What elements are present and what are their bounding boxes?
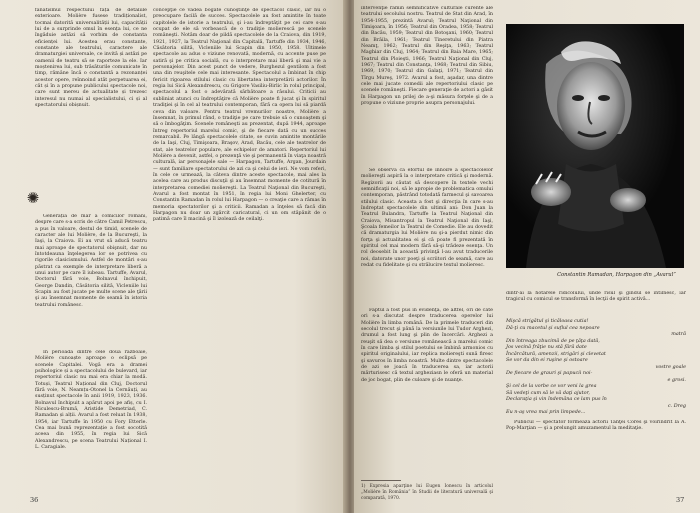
page-number-right: 37 [676, 496, 685, 504]
verse-line: Din întreaga zbucimă de pe ţâţa dată, [506, 337, 600, 344]
verse-line: Dă-ţi cu macetul şi suflul cea nepoare [506, 324, 600, 331]
footnote: 1) Expresia aparţine lui Eugen Ionescu în articolul „Molière în România” în Studii de literatură universală şi comparată, 1970. [361, 484, 493, 501]
left-column-1-top [35, 8, 147, 178]
verse-line: De fiecare de grauri şi papucii noi- [506, 370, 593, 376]
paragraph: Publicul — spectator formează actorii Tanţei Cores şi voirindrit la A. Pop-Marţian — şi a prelungit amuzamentul la meditaţie. [506, 420, 686, 432]
verse-line: e grosi. [667, 376, 686, 383]
right-column-2-top [506, 291, 686, 315]
verse-line: Să vedeţi cum să le vă daţi ajutor, [506, 389, 590, 396]
paragraph: concepţie ce vădea bogate cunoştinţe de spectacol clasic, iar nu o preocupare facilă de succes. Spectacolele au fost amintite în toate capitolele de istorie a teatrului, şi i-au îndreptăţit pe cei care s-au ocupat de ele să vorbească de o tradiţie molierescă pe scenele româneşti. Notăm doar de pildă spectacolele de la Craiova, din 1919, 1921, 1927, la Teatrul Naţional din Capitală, Tartuffe din 1934, 1946, Căsătoria silită, Vicleniile lui Scapin din 1950, 1958. Ultimele spectacole au adus o viziune renovată, modernă, cu accente puse pe satiră şi pe critica socială, cu o interpretare mai liberă şi mai vie a personajelor. Din acest punct de vedere, Burghezul gentilom a fost una din reuşitele cele mai interesante. Spectacolul a îmbinat în chip fericit rigoarea stilului clasic cu libertatea interpretării actorilor. În regia lui Sică Alexandrescu, cu Grigore Vasiliu-Birlic în rolul principal, spectacolul a fost o adevărată sărbătoare a râsului. Criticii au subliniat atunci cu îndreptăţire că Molière poate fi jucat şi în spiritul tradiţiei şi în cel al teatrului contemporan, fără ca opera lui să piardă ceva din valoare. Pentru teatrul vremurilor noastre, Molière a însemnat, în primul rând, o tradiţie pe care trebuie să o cunoaştem şi să o îmbogăţim. Scenele româneşti au prezentat, după 1944, aproape întreg repertoriul marelui comic, şi de fiecare dată cu un succes remarcabil. Pe lângă spectacolele citate, se cuvin amintite montările de la Iaşi, Cluj, Timişoara, Braşov, Arad, Bacău, cele ale teatrelor de stat, ale teatrelor populare, ale echipelor de amatori. Repertoriul lui Molière a devenit, astfel, o prezenţă vie şi permanentă în viaţa noastră culturală, iar personajele sale — Harpagon, Tartuffe, Argan, Jourdain — sunt familiare spectatorului de azi ca şi celui de ieri. Ne vom referi, în cele ce urmează, la câteva dintre aceste spectacole, mai ales la acelea care au produs discuţii şi au însemnat momente de cotitură în interpretarea comediei moliereşti. La Teatrul Naţional din Bucureşti, Avarul a fost montat în 1951, în regia lui Moni Ghelerter, cu Constantin Ramadan în rolul lui Harpagon — o creaţie care a rămas în memoria spectatorilor şi a criticii. Ramadan a înţeles să facă din Harpagon nu doar un zgârcit caricatural, ci un om stăpânit de o patimă care îl macină şi îl izolează de ceilalţi. [153, 8, 326, 223]
verse-line: c. Dreg [667, 402, 686, 409]
verse-quotation [506, 318, 686, 416]
verse-line: vostre goale [655, 363, 686, 370]
paragraph: Faptul a fost pus în evidenţă, de altfel, ori de câte ori s-a discutat despre traducerea operelor lui Molière în limba română. De la primele traduceri din secolul trecut şi până la versiunile lui Tudor Arghezi, drumul a fost lung şi plin de încercări. Arghezi a reuşit să dea o versiune românească a marelui comic în care limba şi stilul poetului se îmbină armonios cu spiritul originalului, iar replica moliereşti sună firesc şi savuros în limba noastră. Multe dintre spectacolele de azi se joacă în traducerea sa, iar actorii mărturisesc că textul argheziasn le oferă un material de joc bogat, plin de culoare şi de nuanţe. [361, 308, 493, 383]
verse-line: Se vor da din ei ruşine şi ostoare [506, 357, 588, 363]
portrait-photo [506, 24, 684, 268]
right-column-1-middle [361, 168, 493, 304]
right-page [354, 0, 700, 513]
asterisk-ornament-icon: ✺ [26, 189, 40, 207]
verse-line: Încărcătură, amenzii, strigări şi clevetat [506, 350, 606, 357]
paragraph: intervenţie rămîn semnificative culturale curente ale teatrului secolului nostru. Teatrul de Stat din Arad, în 1954-1955, prezintă Avarul; Teatrul Naţional din Timişoara, în 1956; Teatrul din Oradea, 1958; Teatrul din Bacău, 1959; Teatrul din Botoşani, 1960; Teatrul din Brăila, 1961; Teatrul Tineretului din Piatra Neamţ, 1962; Teatrul din Reşiţa, 1963; Teatrul Maghiar din Cluj, 1964; Teatrul din Baia Mare, 1965; Teatrul din Ploieşti, 1966; Teatrul Naţional din Cluj, 1967; Teatrul din Constanţa, 1968; Teatrul din Sibiu, 1969, 1970; Teatrul din Galaţi, 1971; Teatrul din Tîrgu Mureş, 1972. Avarul a fost, aşadar, una dintre cele mai jucate comedii ale repertoriului clasic pe scenele româneşti. Fiecare generaţie de actori a găsit în Harpagon un prilej de a-şi măsura forţele şi de a propune o viziune proprie asupra personajului. [361, 6, 493, 107]
left-column-1-middle [35, 214, 147, 346]
right-column-1-bottom [361, 308, 493, 480]
paragraph: fanatismul respectului față de detaliile exterioare. Molière fusese tradiționalist, tocmai datorită universalității lui, capacității lui de a surprinde omul în esența lui, ce ne îngăduie astăzi să vorbim de constanta eficienței lui. Acestea erau constante, constante ale teatrului, caractere ale dramaturgiei universale, ce invită și astăzi pe oamenii de teatru să se raporteze la ele. Iar moștenirea lui, sub trăsăturile comunicate în timp, rămâne încă o constantă a rezonanței acestor opere, reînnoind atât perpetuarea ei, cât și în a propune publicului spectacole noi, care sunt mereu de actualitate și trezesc interesul nu numai al specialistului, ci și al spectatorului obișnuit. [35, 8, 147, 109]
left-page [0, 0, 346, 513]
right-column-2-bottom [506, 420, 686, 460]
paragraph: În perioada dintre cele două războaie, Molière cunoaște aproape o eclipsă pe scenele Capitalei. Vogă era a dramei psihologice și a spectacolului de bulevard, iar repertoriul clasic nu mai era chiar la modă. Totuși, Teatrul Național din Cluj, Doctorul fără voie, N. Neamțu-Otonel la Cernăuți, au susținut spectacole în anii 1919, 1923, 1936. Bolnavul închipuit a apărut apoi pe afiș, cu I. Niculescu-Brumă, Aristide Demetriad, C. Ramadan și alții. Avarul a fost reluat în 1938, 1954, iar Tartuffe în 1950 cu Fory Etterle. Cea mai bună reprezentație a fost socotită aceea din 1955, în regia lui Sică Alexandrescu, pe scena Teatrului Național I. L. Caragiale. [35, 350, 147, 451]
left-column-1-bottom [35, 350, 147, 498]
left-column-2 [153, 8, 326, 498]
verse-line: Eu n-aş vrea mai prin limpede... [506, 409, 586, 415]
right-column-1-top [361, 6, 493, 162]
verse-line: Jos vecină frăţie nu stă fără date [506, 344, 587, 350]
paragraph: dintr-ai la hotarele ridicolului, unde rîsul şi gîndul se întîlnesc, iar tragicul cu comicul se transformă în lecţii de spirit activă... [506, 291, 686, 303]
verse-line: Declaraţia şi vin îndemâna ce lam pus în [506, 396, 607, 402]
verse-line: matră [671, 331, 686, 337]
verse-line: Şi cel de la vorbe ce vor veni la grea [506, 383, 597, 389]
portrait-image [506, 24, 684, 268]
page-number-left: 36 [30, 496, 39, 504]
footnote-rule [361, 480, 401, 481]
verse-line: Mişcă strigătul şi ticăloasa cutia! [506, 318, 589, 324]
paragraph: Generația de mar a comicilor români, despre care s-a scris de către Camil Petrescu, a pus în valoare, destul de timid, scenele de caracter ale lui Molière, de la Bucureşti, la Iaşi, la Craiova. Ei au vrut să aducă teatru mai aproape de spectatorul obişnuit, dar nu întotdeauna înţelegerea lor se potrivea cu rigorile clasicismului. Astfel de montări s-au păstrat ca exemple de interpretare liberă a unui autor pe care îl iubeau. Tartuffe, Avarul, Doctorul fără voie, Bolnavul închipuit, George Dandin, Căsătoria silită, Vicleniile lui Scapin au fost jucate pe multe scene ale ţării şi au însemnat momente de seamă în istoria teatrului românesc. [35, 214, 147, 308]
paragraph: Se observă că efortul de înnoire a spectacolelor moliereşti aspiră la o interpretare critică şi modernă. Regizorii au căutat să descopere în textele vechi semnificaţii noi, să le apropie de problematica omului contemporan, păstrând totodată farmecul şi savoarea stilului clasic. Aceasta a fost şi direcţia în care s-au îndreptat spectacolele din ultimii ani: Don Juan la Teatrul Bulandra, Tartuffe la Teatrul Naţional din Craiova, Misantropul la Teatrul Naţional din Iaşi, Şcoala femeilor la Teatrul de Comedie. Ele au dovedit că dramaturgia lui Molière nu şi-a pierdut nimic din forţa şi actualitatea ei şi că poate fi prezentată în spiritul cel mai modern fără să-şi trădeze esenţa. Un rol deosebit în această privinţă l-au avut traducerile noi, datorate unor poeţi şi scriitori de seamă, care au redat cu fidelitate şi cu strălucire textul molieresc. [361, 168, 493, 269]
photo-caption: Constantin Ramadan, Harpagon din „Avarul” [557, 272, 676, 278]
